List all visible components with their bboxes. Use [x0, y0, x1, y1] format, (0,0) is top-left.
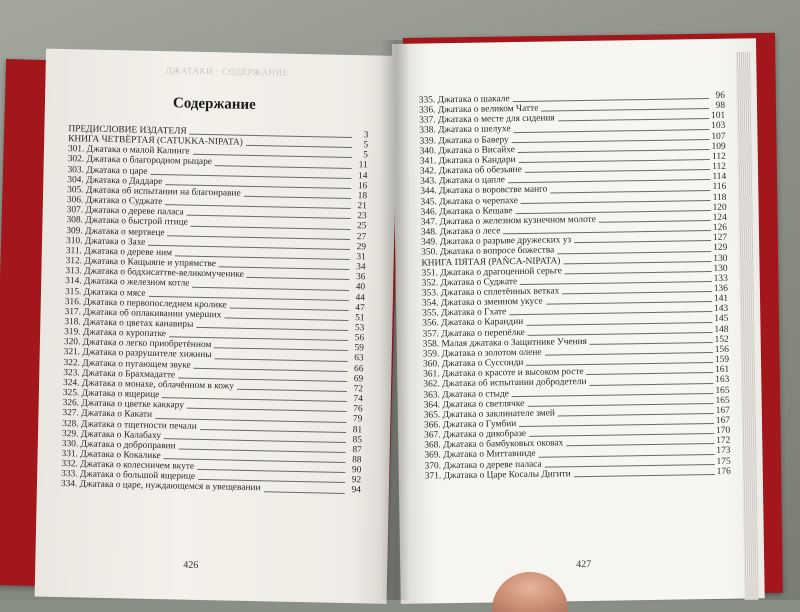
toc-entry-title: 331. Джатака о Кокалике	[61, 449, 161, 462]
toc-entry-page: 63	[354, 353, 364, 364]
toc-entry-title: 316. Джатака о первопоследнем кролике	[64, 296, 227, 311]
toc-entry-title: КНИГА ЧЕТВЁРТАЯ (CATUKKA-NIPATA)	[68, 134, 243, 148]
toc-entry-title: 307. Джатака о дереве паласа	[66, 205, 184, 218]
toc-entry-title: 305. Джатака об испытании на благонравие	[67, 185, 241, 199]
toc-entry-page: 170	[715, 425, 731, 437]
toc-entry-title: 349. Джатака о разрыве дружеских уз	[421, 235, 572, 248]
toc-entry-title: 345. Джатака о черепахе	[420, 195, 518, 208]
toc-entry-title: 341. Джатака о Кандари	[419, 155, 516, 167]
toc-entry-title: 362. Джатака об испытании добродетели	[423, 377, 587, 390]
toc-entry-page: 44	[355, 292, 366, 303]
right-page	[392, 38, 765, 604]
toc-entry-page: 129	[713, 243, 728, 254]
toc-entry-title: 337. Джатака о месте для сидения	[419, 113, 555, 126]
toc-list-right	[419, 91, 731, 482]
toc-entry-title: 347. Джатака о железном кузнечном молоте	[420, 214, 596, 228]
toc-entry-page: 87	[352, 444, 362, 456]
toc-leader-line	[574, 474, 715, 477]
toc-entry-page: 85	[352, 434, 363, 446]
toc-entry-title: 329. Джатака о Калабаху	[61, 428, 162, 441]
toc-entry-title: 334. Джатака о царе, нуждающемся в увещевании	[60, 479, 261, 494]
toc-entry-title: 359. Джатака о золотом олене	[422, 347, 542, 360]
toc-entry-title: 332. Джатака о колесничем вкуте	[61, 459, 195, 472]
toc-entry-page: 175	[716, 456, 731, 467]
toc-entry-title: 318. Джатака о цветах канавиры	[64, 317, 194, 330]
toc-entry-page: 81	[352, 424, 363, 435]
toc-entry-page: 118	[712, 192, 727, 203]
toc-entry-title: 304. Джатака о Даддаре	[67, 174, 163, 187]
toc-entry-page: 34	[356, 262, 366, 273]
toc-entry-page: 167	[715, 415, 731, 426]
toc-entry-title: 357. Джатака о перепёлке	[422, 327, 525, 340]
toc-entry-title: 308. Джатака о быстрой птице	[66, 215, 188, 229]
toc-entry-page: 21	[357, 201, 367, 212]
toc-entry-page: 88	[352, 455, 362, 466]
toc-entry-page: 156	[714, 344, 729, 355]
toc-entry-page: 5	[363, 140, 369, 151]
left-page	[35, 49, 398, 604]
toc-entry-title: 324. Джатака о монахе, облачённом в кожу	[62, 377, 234, 392]
toc-entry-page: 90	[351, 465, 362, 476]
toc-entry-page: 101	[711, 111, 726, 122]
toc-entry-title: 302. Джатака о благородном рыцаре	[67, 154, 213, 168]
toc-entry-page: 92	[351, 475, 362, 486]
toc-entry-title: 338. Джатака о шелухе	[419, 124, 511, 137]
page-number-right: 427	[576, 558, 592, 571]
toc-entry-page: 36	[355, 272, 366, 283]
toc-entry-page: 5	[363, 150, 369, 161]
toc-entry-title: 344. Джатака о воровстве манго	[420, 184, 548, 197]
toc-entry-title: 303. Джатака о царе	[67, 164, 148, 177]
toc-entry-title: КНИГА ПЯТАЯ (PAÑCA-NIPATA)	[421, 255, 561, 269]
toc-entry-title: 330. Джатака о доброправии	[61, 438, 176, 452]
toc-entry-page: 27	[356, 231, 367, 242]
toc-entry-page: 51	[355, 312, 365, 324]
toc-entry-title: 309. Джатака о мертвеце	[66, 225, 165, 238]
toc-entry-page: 47	[355, 302, 365, 314]
toc-entry-title: 370. Джатака о дереве паласа	[424, 459, 542, 472]
toc-entry-page: 176	[716, 466, 731, 477]
toc-entry-title: 326. Джатака о цветке каккару	[62, 398, 185, 411]
toc-entry-title: 306. Джатака о Суджате	[66, 195, 163, 208]
toc-entry-page: 126	[712, 222, 728, 234]
toc-entry-title: 371. Джатака о Царе Косалы Дигити	[424, 469, 571, 482]
toc-entry-title: 340. Джатака о Висайхе	[419, 144, 515, 157]
toc-entry-title: 360. Джатака о Суссонди	[422, 358, 524, 370]
toc-entry-title: 328. Джатака о тщетности печали	[62, 418, 197, 432]
toc-entry-title: 339. Джатака о Баверу	[419, 134, 509, 147]
toc-entry-title: 354. Джатака о змеином укусе	[422, 296, 543, 309]
toc-entry-page: 98	[715, 100, 726, 112]
toc-entry-title: 333. Джатака о большой ящерице	[61, 469, 196, 483]
toc-entry-page: 103	[711, 121, 726, 132]
toc-entry-title: 327. Джатака о Какати	[62, 408, 153, 421]
toc-entry-page: 124	[712, 212, 727, 223]
toc-entry-title: 346. Джатака о Кешаве	[420, 205, 513, 218]
toc-entry-title: 312. Джатака о Кащыяпе и упрямстве	[65, 256, 217, 270]
toc-entry-page: 72	[353, 384, 364, 395]
toc-entry-page: 59	[354, 343, 364, 354]
toc-entry-title: 367. Джатака о дикобразе	[424, 429, 527, 441]
toc-entry-page: 66	[353, 363, 364, 374]
toc-entry-title: 313. Джатака о бодхисаттве-великомученике	[65, 266, 244, 281]
toc-entry-title: 317. Джатака об оплакивании умерших	[64, 306, 222, 321]
toc-entry-title: 315. Джатака о мясе	[64, 286, 146, 299]
toc-entry-page: 172	[716, 436, 731, 447]
toc-entry-title: 314. Джатака о железном котле	[65, 276, 190, 290]
toc-entry-page: 40	[355, 282, 366, 293]
toc-entry-page: 56	[354, 333, 365, 344]
toc-entry-page: 16	[357, 180, 368, 192]
toc-entry-page: 167	[715, 405, 730, 416]
toc-entry-page: 161	[715, 364, 730, 376]
toc-entry-title: 301. Джатака о малой Калинге	[67, 144, 190, 157]
toc-entry-page: 96	[715, 90, 725, 101]
toc-entry-title: 336. Джатака о великом Чатте	[418, 103, 539, 116]
toc-entry-page: 112	[712, 161, 727, 173]
toc-entry-page: 152	[714, 334, 729, 345]
toc-entry-page: 3	[363, 130, 369, 141]
running-head: ДЖАТАКИ · СОДЕРЖАНИЕ	[165, 65, 289, 78]
toc-entry-page: 112	[712, 151, 726, 162]
toc-entry-page: 79	[352, 414, 363, 425]
toc-entry-title: 368. Джатака о бамбуковых оковах	[424, 438, 564, 451]
toc-entry-title: 353. Джатака о сплетённых ветках	[421, 286, 560, 299]
toc-entry-title: 325. Джатака о ящерице	[62, 388, 160, 401]
toc-entry-title: 351. Джатака о драгоценной серьге	[421, 266, 562, 279]
toc-entry-title: 343. Джатака о цапле	[420, 175, 506, 187]
toc-list-left	[61, 124, 369, 496]
toc-entry-page: 94	[351, 485, 361, 496]
toc-entry-title: 366. Джатака о Гумбии	[423, 419, 517, 431]
toc-entry-page: 120	[712, 202, 727, 213]
toc-entry-title: 358. Малая джатака о Защитнике Учения	[422, 336, 588, 350]
toc-entry-page: 116	[712, 182, 727, 193]
toc-entry-page: 23	[357, 211, 367, 222]
toc-entry-page: 53	[354, 323, 365, 334]
toc-entry-page: 148	[714, 324, 729, 335]
toc-entry-title: 335. Джатака о шакале	[418, 94, 510, 106]
toc-entry-title: 365. Джатака о заклинателе змей	[423, 408, 555, 421]
toc-entry-page: 165	[715, 395, 730, 406]
toc-entry-title: 364. Джатака о светлячке	[423, 398, 525, 411]
page-number-left: 426	[183, 559, 199, 571]
toc-entry-title: 321. Джатака о разрушителе хижины	[63, 347, 212, 361]
toc-entry-page: 76	[353, 404, 363, 415]
toc-entry-title: 323. Джатака о Брахмадатте	[63, 367, 176, 381]
toc-entry-title: 319. Джатака о куропатке	[64, 327, 167, 340]
toc-entry-page: 11	[358, 160, 368, 171]
toc-entry-title: 350. Джатака о вопросе божества	[421, 245, 555, 258]
toc-entry-title: 363. Джатака о стыде	[423, 388, 509, 401]
toc-entry-page: 133	[713, 273, 728, 284]
toc-entry-page: 130	[713, 253, 728, 264]
toc-entry-title: 322. Джатака о пугающем звуке	[63, 357, 191, 371]
toc-entry-title: 355. Джатака о Гхате	[422, 307, 507, 319]
toc-entry-title: 348. Джатака о лесе	[420, 226, 501, 238]
toc-entry-title: 342. Джатака об обезьяне	[419, 165, 522, 177]
toc-entry-page: 74	[353, 394, 363, 405]
book-gutter-shadow	[380, 40, 410, 600]
toc-entry-page: 159	[714, 354, 730, 366]
toc-entry-page: 29	[356, 241, 367, 253]
toc-entry-page: 143	[714, 304, 729, 315]
toc-entry-page: 107	[711, 131, 726, 142]
toc-entry-title: 320. Джатака о легко приобретённом	[63, 337, 212, 351]
page-title: Содержание	[172, 95, 256, 114]
toc-entry-page: 18	[357, 191, 368, 202]
toc-entry-page: 130	[713, 263, 728, 274]
toc-entry-title: 310. Джатака о Захе	[65, 235, 146, 248]
toc-entry-title: 369. Джатака о Миттавинде	[424, 449, 536, 462]
toc-entry-title: ПРЕДИСЛОВИЕ ИЗДАТЕЛЯ	[68, 124, 187, 137]
toc-entry-page: 145	[714, 314, 729, 325]
toc-entry-title: 352. Джатака о Суджате	[421, 276, 518, 289]
toc-entry-title: 361. Джатака о красоте и высоком росте	[423, 367, 584, 380]
toc-entry-page: 114	[712, 172, 727, 183]
toc-leader-line	[263, 491, 344, 494]
toc-entry-page: 127	[712, 232, 728, 244]
toc-entry-title: 311. Джатака о дереве ним	[65, 245, 173, 259]
toc-entry-page: 25	[356, 221, 367, 232]
toc-entry-page: 141	[713, 293, 729, 305]
toc-entry-page: 163	[715, 375, 730, 386]
toc-entry-page: 69	[353, 373, 364, 385]
toc-entry-page: 173	[716, 446, 731, 457]
toc-entry-page: 14	[358, 170, 368, 182]
toc-entry-page: 109	[711, 141, 726, 152]
toc-entry-title: 356. Джатака о Карандии	[422, 317, 524, 329]
toc-entry-page: 31	[356, 252, 366, 263]
toc-entry-page: 165	[715, 385, 730, 396]
toc-entry-page: 136	[713, 283, 728, 294]
